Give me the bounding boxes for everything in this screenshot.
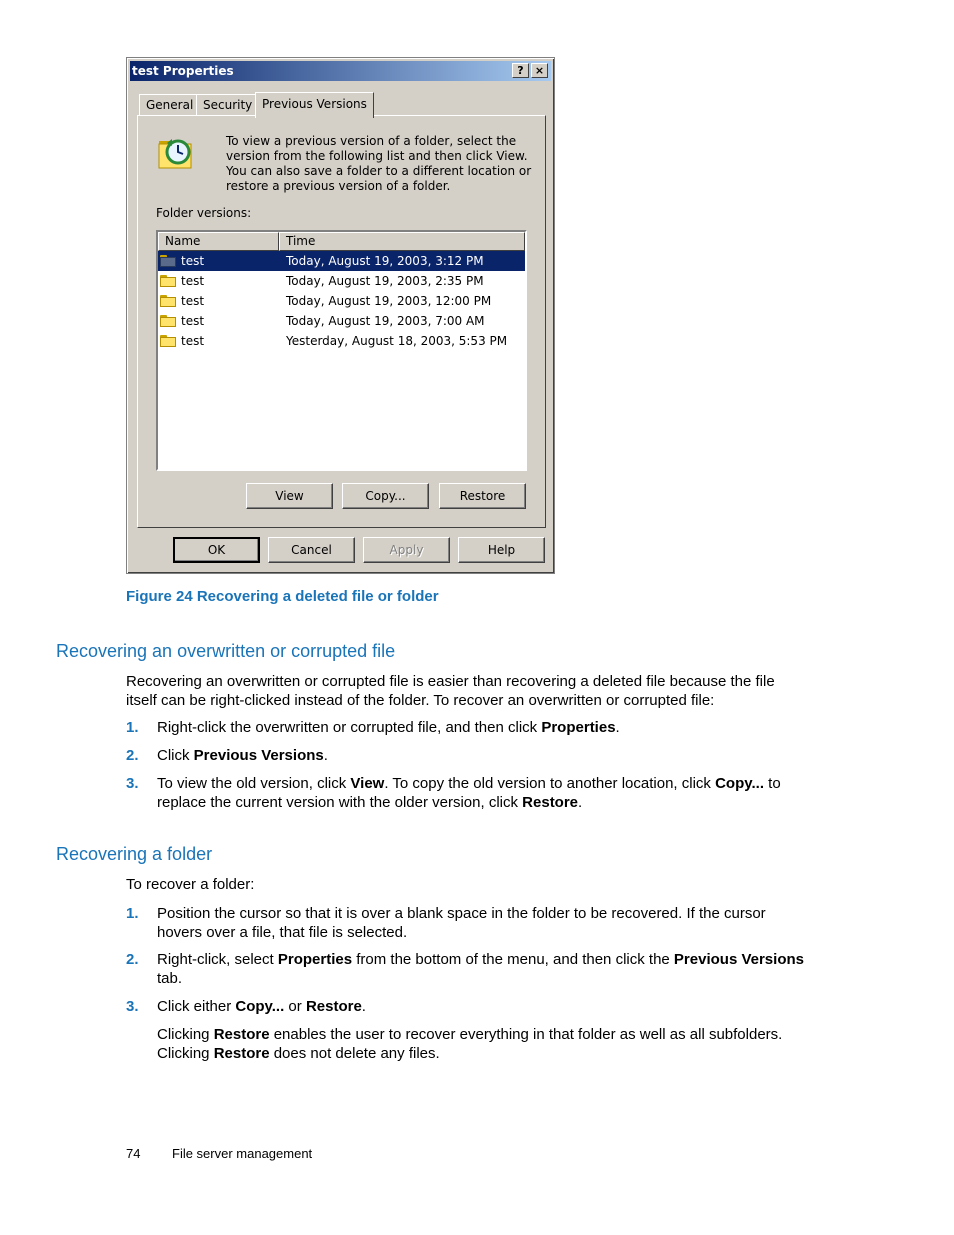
ui-term: Previous Versions — [673, 951, 804, 968]
ui-term: Copy... — [715, 775, 764, 792]
column-time[interactable]: Time — [279, 232, 525, 251]
section1-step-2 — [126, 746, 806, 765]
section-heading-folder: Recovering a folder — [56, 844, 213, 864]
help-icon[interactable]: ? — [512, 63, 529, 78]
step-text: Position the cursor so that it is over a blank space in the folder to be recovered. If the cursor hovers over a file, that file is selected. — [157, 905, 766, 941]
list-item[interactable] — [158, 311, 525, 331]
list-item-time: Today, August 19, 2003, 2:35 PM — [286, 274, 484, 288]
folder-icon — [160, 255, 177, 268]
tab-security[interactable]: Security — [196, 94, 259, 116]
ui-term: Restore — [213, 1045, 270, 1062]
folder-icon — [160, 275, 177, 288]
close-icon[interactable]: × — [531, 63, 548, 78]
list-item-label: test — [181, 294, 205, 308]
list-item-label: test — [181, 314, 205, 328]
ui-term: View — [350, 775, 385, 792]
list-item-time: Today, August 19, 2003, 3:12 PM — [286, 254, 484, 268]
step-text: Click Previous Versions. — [157, 747, 328, 764]
folder-versions-label: Folder versions: — [156, 206, 252, 220]
step-number: 3. — [126, 998, 139, 1015]
ui-term: Properties — [277, 951, 353, 968]
apply-button[interactable]: Apply — [363, 537, 450, 563]
previous-versions-panel — [137, 115, 546, 528]
step-number: 2. — [126, 951, 139, 968]
section2-step-3 — [126, 997, 806, 1016]
footer-section-title: File server management — [172, 1146, 313, 1161]
list-item-name — [158, 334, 278, 348]
step-text: Right-click the overwritten or corrupted file, and then click Properties. — [157, 719, 620, 736]
dialog-title: test Properties — [132, 64, 234, 78]
section1-step-3 — [126, 774, 806, 812]
list-item[interactable] — [158, 271, 525, 291]
step-number: 1. — [126, 905, 139, 922]
list-item-name — [158, 274, 278, 288]
list-item-label: test — [181, 254, 205, 268]
list-item-time: Today, August 19, 2003, 7:00 AM — [286, 314, 485, 328]
step-text: To view the old version, click View. To copy the old version to another location, click Copy... to replace the current version with the older version, click Restore. — [157, 775, 781, 811]
section2-step-1 — [126, 904, 806, 942]
list-item-label: test — [181, 334, 205, 348]
folder-icon — [160, 295, 177, 308]
column-name[interactable]: Name — [158, 232, 279, 251]
folder-icon — [160, 315, 177, 328]
tab-general[interactable]: General — [139, 94, 200, 116]
list-item-name — [158, 254, 278, 268]
list-item[interactable] — [158, 291, 525, 311]
previous-versions-icon — [156, 133, 194, 171]
ui-term: Restore — [213, 1026, 270, 1043]
ui-term: Restore — [522, 794, 579, 811]
list-header — [158, 232, 525, 251]
list-item-time: Yesterday, August 18, 2003, 5:53 PM — [286, 334, 508, 348]
copy-button[interactable]: Copy... — [342, 483, 429, 509]
ui-term: Restore — [305, 998, 362, 1015]
section2-note: Clicking Restore enables the user to recover everything in that folder as well as all subfolders. Clicking Restore does not delete any files. — [157, 1026, 783, 1062]
section2-step-2 — [126, 950, 806, 988]
folder-versions-list[interactable] — [156, 230, 527, 471]
ui-term: Copy... — [235, 998, 285, 1015]
section1-step-1 — [126, 718, 806, 737]
cancel-button[interactable]: Cancel — [268, 537, 355, 563]
section1-intro: Recovering an overwritten or corrupted file is easier than recovering a deleted file because the file itself can be right-clicked instead of the folder. To recover an overwritten or corrupted file: — [126, 673, 775, 709]
step-number: 1. — [126, 719, 139, 736]
list-item[interactable] — [158, 251, 525, 271]
folder-icon — [160, 335, 177, 348]
ok-button[interactable]: OK — [173, 537, 260, 563]
view-button[interactable]: View — [246, 483, 333, 509]
section-heading-overwritten: Recovering an overwritten or corrupted file — [56, 641, 396, 661]
step-text: Right-click, select Properties from the bottom of the menu, and then click the Previous Versions tab. — [157, 951, 804, 987]
step-number: 3. — [126, 775, 139, 792]
properties-dialog — [126, 57, 555, 574]
list-item[interactable] — [158, 331, 525, 351]
tab-previous-versions[interactable]: Previous Versions — [255, 92, 374, 118]
list-item-name — [158, 314, 278, 328]
step-text: Click either Copy... or Restore. — [157, 998, 366, 1015]
list-item-label: test — [181, 274, 205, 288]
ui-term: Previous Versions — [193, 747, 324, 764]
list-item-time: Today, August 19, 2003, 12:00 PM — [286, 294, 492, 308]
info-text: To view a previous version of a folder, select the version from the following list and then click View. You can also save a folder to a different location or restore a previous version of a folder. — [226, 134, 532, 193]
step-number: 2. — [126, 747, 139, 764]
list-item-name — [158, 294, 278, 308]
dialog-title-bar — [130, 61, 551, 81]
section2-intro: To recover a folder: — [126, 876, 255, 893]
page-number: 74 — [126, 1146, 141, 1161]
restore-button[interactable]: Restore — [439, 483, 526, 509]
ui-term: Properties — [541, 719, 616, 736]
help-button[interactable]: Help — [458, 537, 545, 563]
figure-caption: Figure 24 Recovering a deleted file or folder — [126, 588, 439, 605]
